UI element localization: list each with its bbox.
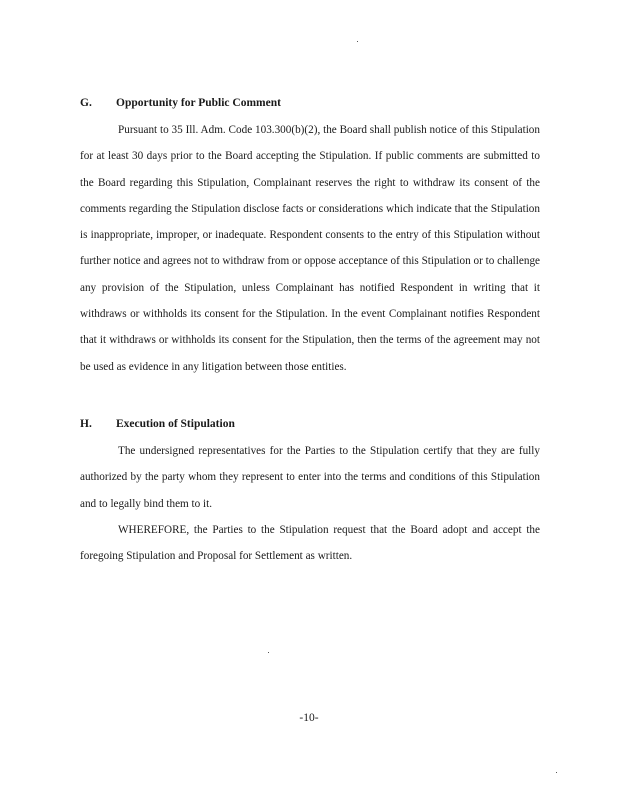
scan-speck (357, 41, 358, 42)
section-g-title: Opportunity for Public Comment (116, 97, 281, 109)
section-g-heading (80, 97, 281, 109)
section-h-heading (80, 418, 235, 430)
section-h-paragraph: The undersigned representatives for the Parties to the Stipulation certify that they are fully authorized by the party whom they represent to enter into the terms and conditions of this Stipulation and to legally bind them to it. (80, 445, 540, 510)
page-number: -10- (299, 712, 319, 724)
scan-speck (556, 772, 557, 773)
section-g-paragraph: Pursuant to 35 Ill. Adm. Code 103.300(b)(2), the Board shall publish notice of this Stipulation for at least 30 days prior to the Board accepting the Stipulation. If public comments are submitted to the Board regarding this Stipulation, Complainant reserves the right to withdraw its consent of the comments regarding the Stipulation disclose facts or considerations which indicate that the Stipulation is inappropriate, improper, or inadequate. Respondent consents to the entry of this Stipulation without further notice and agrees not to withdraw from or oppose acceptance of this Stipulation or to challenge any provision of the Stipulation, unless Complainant has notified Respondent in writing that it withdraws or withholds its consent for the Stipulation. In the event Complainant notifies Respondent that it withdraws or withholds its consent for the Stipulation, then the terms of the agreement may not be used as evidence in any litigation between those entities. (80, 124, 540, 373)
section-h-letter: H. (80, 418, 92, 430)
section-h-title: Execution of Stipulation (116, 418, 235, 430)
section-g-letter: G. (80, 97, 92, 109)
closing-paragraph: WHEREFORE, the Parties to the Stipulation request that the Board adopt and accept the foregoing Stipulation and Proposal for Settlement as written. (80, 524, 540, 563)
scan-speck (268, 652, 269, 653)
